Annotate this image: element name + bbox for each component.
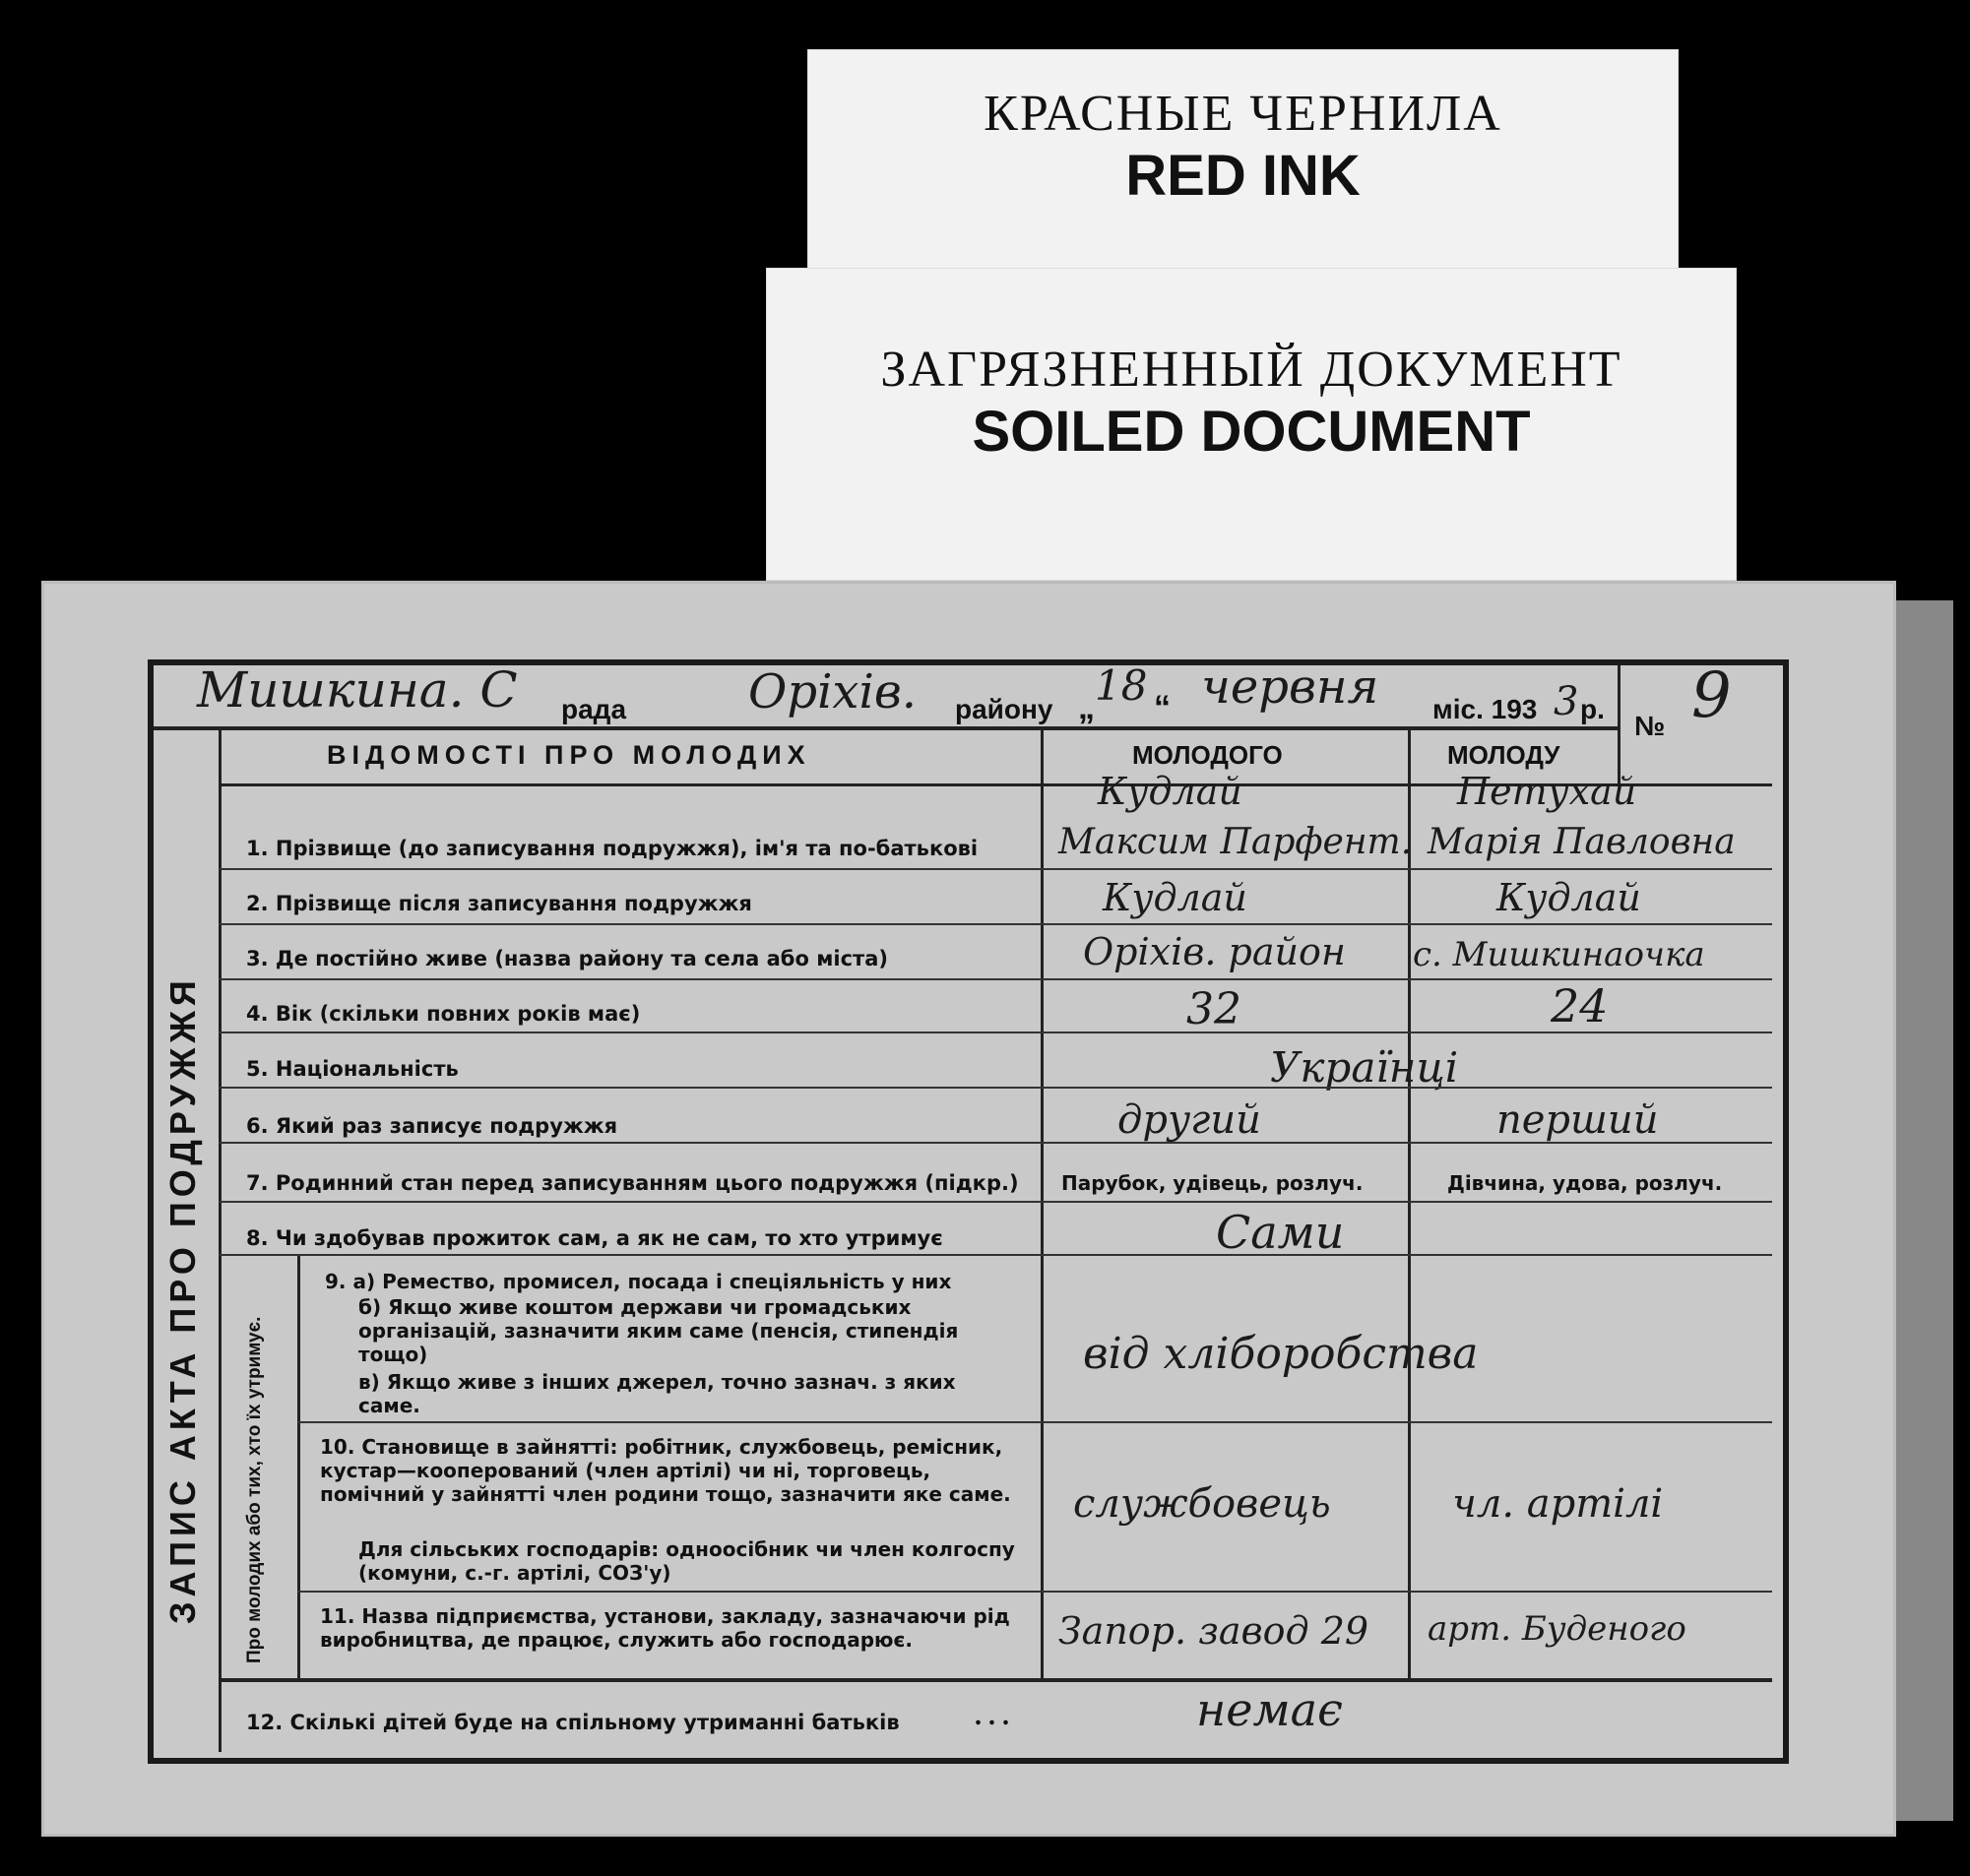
- self-support: Сами: [1216, 1206, 1345, 1259]
- groom-surname-after: Кудлай: [1103, 876, 1247, 919]
- soiled-ru: ЗАГРЯЗНЕННЫЙ ДОКУМЕНТ: [880, 342, 1622, 398]
- row-line-2: [219, 923, 1772, 925]
- row-line-3: [219, 978, 1772, 980]
- info-column-header: ВІДОМОСТІ ПРО МОЛОДИХ: [327, 740, 811, 770]
- row-11-label: 11. Назва підприємства, установи, закладу, зазначаючи рід виробництва, де працює, служить або господарює.: [320, 1604, 1010, 1652]
- bride-surname-after: Кудлай: [1496, 876, 1641, 919]
- red-ink-label: [807, 49, 1679, 278]
- red-ink-en: RED INK: [1125, 144, 1361, 208]
- row-9b-label: б) Якщо живе коштом держави чи громадських організацій, зазначити яким саме (пенсія, стипендія тощо): [358, 1295, 959, 1366]
- groom-status: службовець: [1073, 1481, 1331, 1527]
- bride-name: Марія Павловна: [1428, 822, 1736, 862]
- bride-column-header: МОЛОДУ: [1447, 740, 1560, 770]
- row-line-5: [219, 1087, 1772, 1089]
- side-title: ЗАПИС АКТА ПРО ПОДРУЖЖЯ: [162, 975, 203, 1624]
- year-hand: 3: [1554, 679, 1579, 724]
- groom-column-header: МОЛОДОГО: [1132, 740, 1283, 770]
- side-divider: [219, 728, 222, 1752]
- bride-residence: с. Мишкинаочка: [1413, 935, 1705, 974]
- rada-label: рада: [561, 694, 627, 724]
- row-line-9: [297, 1421, 1772, 1423]
- row-line-7: [219, 1201, 1772, 1203]
- bride-surname-before: Петухай: [1457, 770, 1637, 813]
- rayon-hand: Оріхів.: [748, 664, 918, 719]
- nationality: Українці: [1270, 1043, 1459, 1092]
- header-underline: [154, 726, 1620, 730]
- children: немає: [1196, 1683, 1343, 1736]
- no-label: №: [1634, 711, 1666, 741]
- bride-age: 24: [1551, 979, 1609, 1032]
- bride-times: перший: [1496, 1097, 1659, 1143]
- row-2-label: 2. Прізвище після записування подружжя: [246, 892, 752, 915]
- row-line-11: [219, 1678, 1772, 1682]
- day-hand: 18: [1095, 661, 1148, 710]
- bride-marital-options: Дівчина, удова, розлуч.: [1447, 1171, 1723, 1195]
- row-line-1: [219, 868, 1772, 870]
- groom-workplace: Запор. завод 29: [1058, 1609, 1369, 1653]
- groom-age: 32: [1186, 984, 1241, 1034]
- bride-workplace: арт. Буденого: [1428, 1609, 1686, 1649]
- row-9c-label: в) Якщо живе з інших джерел, точно зазнач. з яких саме.: [358, 1370, 956, 1417]
- side-subtitle: Про молодих або тих, хто їх утримує.: [244, 1316, 265, 1663]
- row-6-label: 6. Який раз записує подружжя: [246, 1114, 618, 1138]
- bride-status: чл. артілі: [1452, 1481, 1664, 1527]
- row-3-label: 3. Де постійно живе (назва району та села або міста): [246, 947, 888, 970]
- mis-label: міс. 193: [1432, 694, 1538, 724]
- red-ink-ru: КРАСНЫЕ ЧЕРНИЛА: [984, 86, 1502, 142]
- soiled-document-label: [766, 268, 1737, 581]
- livelihood: від хліборобства: [1083, 1329, 1479, 1379]
- row-9a-label: 9. а) Ремество, промисел, посада і спеціяльність у них: [325, 1270, 952, 1293]
- groom-residence: Оріхів. район: [1083, 930, 1346, 973]
- row-8-label: 8. Чи здобував прожиток сам, а як не сам, то хто утримує: [246, 1226, 943, 1250]
- row-12-dots: . . .: [975, 1701, 1009, 1731]
- row-7-label: 7. Родинний стан перед записуванням цього подружжя (підкр.): [246, 1171, 1019, 1195]
- subside-divider: [297, 1255, 300, 1678]
- rada-hand: Мишкина. С: [197, 661, 518, 719]
- groom-surname-before: Кудлай: [1098, 770, 1242, 813]
- row-10-label: 10. Становище в зайнятті: робітник, службовець, ремісник, кустар—кооперований (член артілі) чи ні, торговець, помічний у зайнятті член родини тощо, зазначити яке саме.: [320, 1435, 1011, 1506]
- row-line-4: [219, 1032, 1772, 1033]
- row-4-label: 4. Вік (скільки повних років має): [246, 1002, 641, 1026]
- bride-column-divider: [1408, 728, 1411, 1678]
- row-1-label: 1. Прізвище (до записування подружжя), ім'я та по-батькові: [246, 837, 979, 860]
- month-hand: червня: [1201, 659, 1379, 715]
- row-5-label: 5. Національність: [246, 1057, 459, 1081]
- no-divider: [1618, 665, 1620, 785]
- row-line-8: [219, 1254, 1772, 1256]
- groom-column-divider: [1041, 728, 1044, 1678]
- groom-times: другий: [1117, 1097, 1261, 1143]
- rayonu-label: району: [955, 694, 1053, 724]
- quote-close: “: [1154, 689, 1171, 726]
- row-12-label: 12. Скількі дітей буде на спільному утриманні батьків: [246, 1711, 900, 1734]
- quote-open: „: [1078, 689, 1095, 726]
- groom-name: Максим Парфент.: [1058, 822, 1413, 862]
- year-suffix: р.: [1580, 694, 1605, 724]
- number-hand: 9: [1691, 659, 1732, 732]
- row-line-6: [219, 1142, 1772, 1144]
- soiled-en: SOILED DOCUMENT: [972, 400, 1531, 464]
- row-line-10: [297, 1591, 1772, 1593]
- row-10b-label: Для сільських господарів: одноосібник чи член колгоспу (комуни, с.-г. артілі, СОЗ'у): [358, 1537, 1015, 1585]
- groom-marital-options: Парубок, удівець, розлуч.: [1061, 1171, 1364, 1195]
